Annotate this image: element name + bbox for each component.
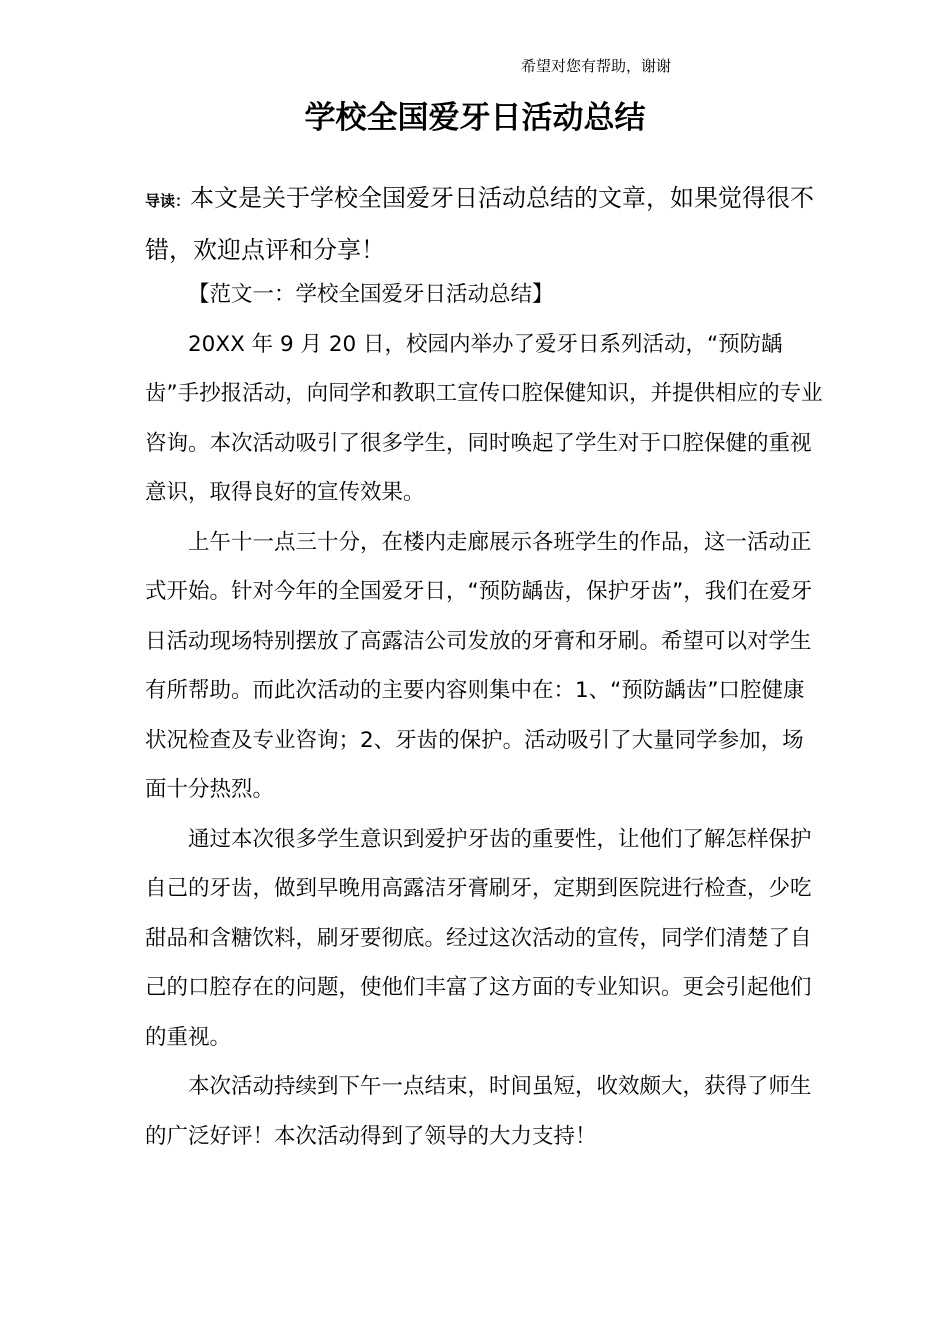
body-paragraph-1: 20XX 年 9 月 20 日，校园内举办了爱牙日系列活动，“预防龋齿”手抄报活动，向同学和教职工宣传口腔保健知识，并提供相应的专业咨询。本次活动吸引了很多学生，同时唤起了学生对于口腔保健的重视意识，取得良好的宣传效果。 [145,331,823,505]
section-heading: 【范文一：学校全国爱牙日活动总结】 [188,282,554,307]
body-paragraph-2: 上午十一点三十分，在楼内走廊展示各班学生的作品，这一活动正式开始。针对今年的全国爱牙日，“预防龋齿，保护牙齿”，我们在爱牙日活动现场特别摆放了高露洁公司发放的牙膏和牙刷。希望可以对学生有所帮助。而此次活动的主要内容则集中在：1、“预防龋齿”口腔健康状况检查及专业咨询；2、牙齿的保护。活动吸引了大量同学参加，场面十分热烈。 [145,529,813,802]
intro-paragraph [145,174,825,275]
intro-text: 本文是关于学校全国爱牙日活动总结的文章，如果觉得很不错，欢迎点评和分享！ [145,184,815,264]
document-title: 学校全国爱牙日活动总结 [304,100,646,136]
body-paragraph-3: 通过本次很多学生意识到爱护牙齿的重要性，让他们了解怎样保护自己的牙齿，做到早晚用高露洁牙膏刷牙，定期到医院进行检查，少吃甜品和含糖饮料，刷牙要彻底。经过这次活动的宣传，同学们清楚了自己的口腔存在的问题，使他们丰富了这方面的专业知识。更会引起他们的重视。 [145,826,812,1050]
document-body [145,270,825,1161]
header-note: 希望对您有帮助，谢谢 [521,57,672,75]
intro-label: 导读： [145,192,191,210]
body-paragraph-4: 本次活动持续到下午一点结束，时间虽短，收效颇大，获得了师生的广泛好评！本次活动得到了领导的大力支持！ [145,1074,812,1149]
